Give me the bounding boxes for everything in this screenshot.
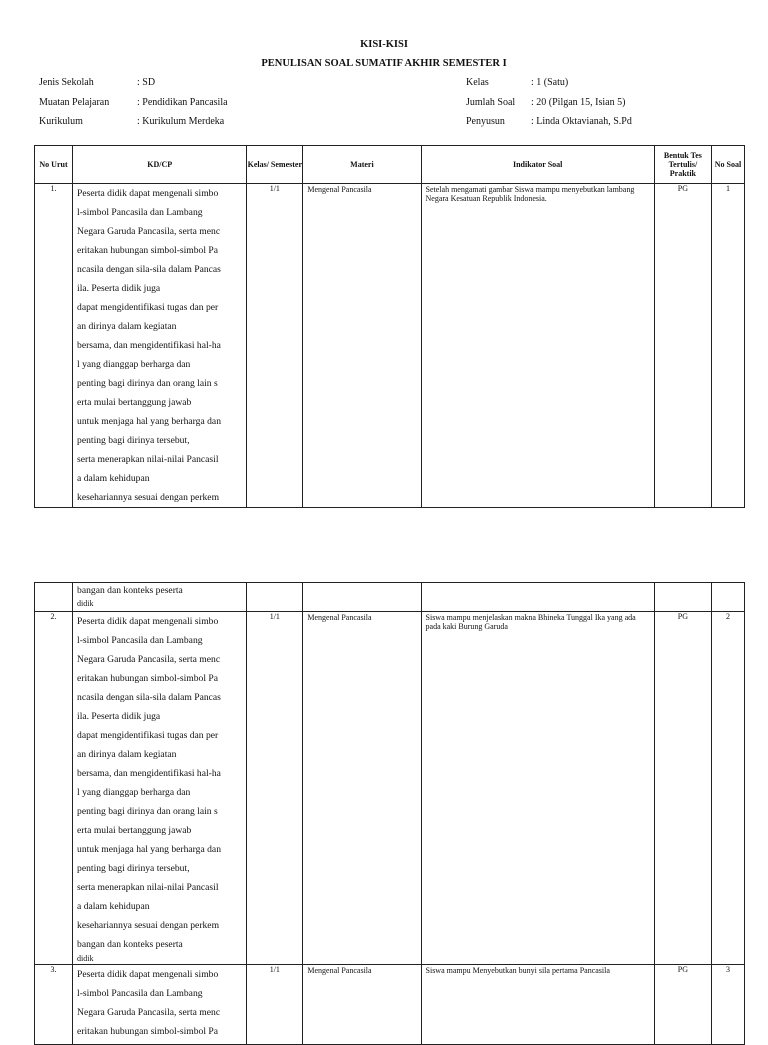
kd-line: ncasila dengan sila-sila dalam Pancas	[77, 264, 221, 275]
kd-line: eritakan hubungan simbol-simbol Pa	[77, 1026, 219, 1037]
kelas-semester-cell: 1/1	[247, 184, 303, 508]
materi-cell: Mengenal Pancasila	[303, 612, 421, 965]
kd-line: erta mulai bertanggung jawab	[77, 825, 192, 836]
kd-line: dapat mengidentifikasi tugas dan per	[77, 730, 219, 741]
no-soal-cell: 3	[711, 965, 744, 1045]
kd-line: eritakan hubungan simbol-simbol Pa	[77, 673, 219, 684]
kd-line: l-simbol Pancasila dan Lambang	[77, 207, 203, 218]
kd-line: l-simbol Pancasila dan Lambang	[77, 988, 203, 999]
no-soal-cell: 2	[711, 612, 744, 965]
header-no-urut: No Urut	[35, 146, 73, 184]
header-bentuk-tes: Bentuk Tes Tertulis/ Praktik	[654, 146, 711, 184]
indikator-cell: Siswa mampu menjelaskan makna Bhineka Tunggal Ika yang ada pada kaki Burung Garuda	[421, 612, 654, 965]
meta-row-muatan-pelajaran	[39, 93, 228, 113]
meta-value: : 1 (Satu)	[531, 77, 569, 88]
kd-line: dapat mengidentifikasi tugas dan per	[77, 302, 219, 313]
row-number: 1.	[35, 184, 73, 508]
kd-line: kesehariannya sesuai dengan perkem	[77, 492, 220, 503]
kisi-kisi-table-page-2	[34, 582, 745, 1045]
meta-value: : Kurikulum Merdeka	[137, 116, 225, 127]
kd-line: a dalam kehidupan	[77, 473, 150, 484]
indikator-cell: Setelah mengamati gambar Siswa mampu menyebutkan lambang Negara Kesatuan Republik Indonesia.	[421, 184, 654, 508]
kd-line: l yang dianggap berharga dan	[77, 359, 191, 370]
header-materi: Materi	[303, 146, 421, 184]
kd-line: penting bagi dirinya tersebut,	[77, 863, 190, 874]
meta-label: Jenis Sekolah	[39, 77, 94, 88]
indikator-cell: Siswa mampu Menyebutkan bunyi sila pertama Pancasila	[421, 965, 654, 1045]
table-row	[35, 184, 745, 508]
kd-line: penting bagi dirinya dan orang lain s	[77, 806, 218, 817]
kd-line: an dirinya dalam kegiatan	[77, 749, 177, 760]
kd-line: untuk menjaga hal yang berharga dan	[77, 844, 221, 855]
meta-row-penyusun	[466, 112, 632, 132]
materi-cell: Mengenal Pancasila	[303, 184, 421, 508]
indikator-cell	[421, 583, 654, 612]
kelas-semester-cell: 1/1	[247, 965, 303, 1045]
bentuk-tes-cell	[654, 583, 711, 612]
kd-line: Negara Garuda Pancasila, serta menc	[77, 226, 221, 237]
table-row-continuation	[35, 583, 745, 612]
kd-line: Negara Garuda Pancasila, serta menc	[77, 654, 221, 665]
meta-value: : SD	[137, 77, 156, 88]
meta-label: Jumlah Soal	[466, 96, 516, 108]
kd-line: untuk menjaga hal yang berharga dan	[77, 416, 221, 427]
kd-line: kesehariannya sesuai dengan perkem	[77, 920, 220, 931]
kd-line: bersama, dan mengidentifikasi hal-ha	[77, 768, 221, 779]
kd-line: Negara Garuda Pancasila, serta menc	[77, 1007, 221, 1018]
meta-label: Kelas	[466, 77, 489, 88]
kd-line: erta mulai bertanggung jawab	[77, 397, 192, 408]
kd-line: a dalam kehidupan	[77, 901, 150, 912]
kd-line: Peserta didik dapat mengenali simbo	[77, 188, 219, 199]
kdcp-cell	[73, 612, 247, 965]
meta-row-kelas	[466, 73, 632, 93]
meta-value: : Linda Oktavianah, S.Pd	[531, 116, 632, 127]
header-no-soal: No Soal	[711, 146, 744, 184]
kd-line: serta menerapkan nilai-nilai Pancasil	[77, 454, 219, 465]
row-number: 2.	[35, 612, 73, 965]
kd-line: an dirinya dalam kegiatan	[77, 321, 177, 332]
meta-label: Kurikulum	[39, 116, 83, 127]
meta-value: : 20 (Pilgan 15, Isian 5)	[531, 96, 626, 108]
kd-line: serta menerapkan nilai-nilai Pancasil	[77, 882, 219, 893]
kd-line: l yang dianggap berharga dan	[77, 787, 191, 798]
meta-label: Muatan Pelajaran	[39, 96, 110, 108]
kd-line: penting bagi dirinya dan orang lain s	[77, 378, 218, 389]
materi-cell: Mengenal Pancasila	[303, 965, 421, 1045]
kd-line: eritakan hubungan simbol-simbol Pa	[77, 245, 219, 256]
table-header-row	[35, 146, 745, 184]
kd-line: bersama, dan mengidentifikasi hal-ha	[77, 340, 221, 351]
materi-cell	[303, 583, 421, 612]
document-subtitle: PENULISAN SOAL SUMATIF AKHIR SEMESTER I	[261, 58, 507, 69]
meta-value: : Pendidikan Pancasila	[137, 96, 228, 108]
kd-line: bangan dan konteks peserta	[77, 585, 183, 596]
table-row	[35, 612, 745, 965]
kd-line: ila. Peserta didik juga	[77, 711, 161, 722]
table-row	[35, 965, 745, 1045]
kisi-kisi-table-page-1	[34, 145, 745, 508]
bentuk-tes-cell: PG	[654, 612, 711, 965]
bentuk-tes-cell: PG	[654, 965, 711, 1045]
meta-label: Penyusun	[466, 116, 505, 127]
header-kdcp: KD/CP	[73, 146, 247, 184]
bentuk-tes-cell: PG	[654, 184, 711, 508]
kelas-semester-cell: 1/1	[247, 612, 303, 965]
kd-line: Peserta didik dapat mengenali simbo	[77, 616, 219, 627]
kd-line: bangan dan konteks peserta	[77, 939, 183, 950]
kdcp-cell	[73, 965, 247, 1045]
kd-line: l-simbol Pancasila dan Lambang	[77, 635, 203, 646]
kd-line: didik	[77, 954, 94, 963]
no-soal-cell: 1	[711, 184, 744, 508]
kelas-semester-cell	[247, 583, 303, 612]
row-number: 3.	[35, 965, 73, 1045]
meta-left	[39, 73, 228, 132]
kd-line: Peserta didik dapat mengenali simbo	[77, 969, 219, 980]
kd-line: didik	[77, 599, 94, 608]
row-number	[35, 583, 73, 612]
kd-line: penting bagi dirinya tersebut,	[77, 435, 190, 446]
meta-row-jumlah-soal	[466, 93, 632, 113]
document-title: KISI-KISI	[360, 39, 408, 50]
kd-line: ila. Peserta didik juga	[77, 283, 161, 294]
header-indikator-soal: Indikator Soal	[421, 146, 654, 184]
meta-row-jenis-sekolah	[39, 73, 228, 93]
kdcp-cell	[73, 184, 247, 508]
no-soal-cell	[711, 583, 744, 612]
header-kelas-semester: Kelas/ Semester	[247, 146, 303, 184]
meta-row-kurikulum	[39, 112, 228, 132]
kdcp-cell	[73, 583, 247, 612]
kd-line: ncasila dengan sila-sila dalam Pancas	[77, 692, 221, 703]
meta-right	[466, 73, 632, 132]
